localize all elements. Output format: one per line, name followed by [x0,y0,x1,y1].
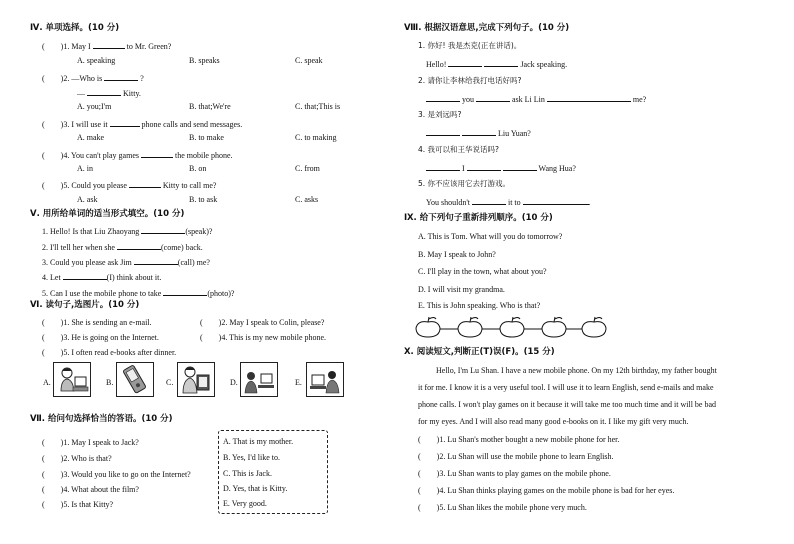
s4-q1-option-b: B. speaks [189,56,220,65]
s4-q4-option-b: B. on [189,164,207,173]
s6-sentence-5: ( )5. I often read e-books after dinner. [42,348,177,357]
pic-letter-b: B. [106,378,114,387]
s9-sentence-a: A. This is Tom. What will you do tomorrow? [418,232,563,241]
s4-q2: ( )2. —Who is ? [42,74,144,83]
s9-sentence-c: C. I'll play in the town, what about you? [418,267,547,276]
s8-q2-english: you ask Li Lin me? [426,93,646,105]
s4-q3: ( )3. I will use it phone calls and send messages. [42,120,243,129]
section-6-title: Ⅵ. 读句子,选图片。(10 分) [30,300,140,310]
s4-q4-option-c: C. from [295,164,320,173]
section-10-title: Ⅹ. 阅读短文,判断正(T)误(F)。(15 分) [404,347,555,357]
s4-q5: ( )5. Could you please Kitty to call me? [42,181,217,190]
s10-statement-2: ( )2. Lu Shan will use the mobile phone to learn English. [418,452,614,461]
s10-passage-line-1: Hello, I'm Lu Shan. I have a new mobile phone. On my 12th birthday, my father bought [436,366,717,375]
s4-q5-option-a: A. ask [77,195,98,204]
picture-d-girl-at-computer [240,362,278,397]
s4-q2-option-a: A. you;I'm [77,102,112,111]
s7-option-d: D. Yes, that is Kitty. [223,484,288,493]
section-7-title: Ⅶ. 给问句选择恰当的答语。(10 分) [30,414,173,424]
s4-q5-option-c: C. asks [295,195,319,204]
s10-statement-1: ( )1. Lu Shan's mother bought a new mobile phone for her. [418,435,620,444]
s4-q2-line2: — Kitty. [77,89,141,98]
s4-q1-option-c: C. speak [295,56,323,65]
s8-q3-chinese: 3. 是刘远吗? [418,110,462,119]
s6-sentence-2: ( )2. May I speak to Colin, please? [200,318,325,327]
pic-letter-d: D. [230,378,238,387]
s7-question-3: ( )3. Would you like to go on the Internet? [42,470,191,479]
s4-q3-option-c: C. to making [295,133,337,142]
pic-letter-a: A. [43,378,51,387]
s10-statement-4: ( )4. Lu Shan thinks playing games on the mobile phone is bad for her eyes. [418,486,675,495]
s6-sentence-4: ( )4. This is my new mobile phone. [200,333,327,342]
s9-sentence-d: D. I will visit my grandma. [418,285,505,294]
s4-q4-option-a: A. in [77,164,93,173]
s8-q2-chinese: 2. 请你让李林给我打电话好吗? [418,76,522,85]
s7-option-c: C. This is Jack. [223,469,272,478]
s7-question-5: ( )5. Is that Kitty? [42,500,114,509]
s4-q2-option-c: C. that;This is [295,102,341,111]
s8-q4-english: I Wang Hua? [426,162,576,174]
s6-sentence-3: ( )3. He is going on the Internet. [42,333,159,342]
s7-option-b: B. Yes, I'd like to. [223,453,281,462]
pic-letter-e: E. [295,378,302,387]
s8-q4-chinese: 4. 我可以和王华说话吗? [418,145,500,154]
s8-q1-english: Hello! Jack speaking. [426,60,568,69]
section-4-title: Ⅳ. 单项选择。(10 分) [30,23,120,33]
picture-e-boy-on-phone [306,362,344,397]
s8-q5-english: You shouldn't it to . [426,198,591,207]
s4-q1: ( )1. May I to Mr. Green? [42,42,172,51]
s8-q5-chinese: 5. 你不应该用它去打游戏。 [418,179,511,188]
s5-q3: 3. Could you please ask Jim (call) me? [42,258,210,267]
s9-apple-answer-chain [412,316,608,340]
s10-statement-5: ( )5. Lu Shan likes the mobile phone very much. [418,503,587,512]
s10-passage-line-4: for my eyes. And I will also read many good e-books on it. I like my gift very much. [418,417,689,426]
picture-a-boy-at-computer [53,362,91,397]
s4-q5-option-b: B. to ask [189,195,218,204]
section-5-title: Ⅴ. 用所给单词的适当形式填空。(10 分) [30,209,185,219]
s7-option-e: E. Very good. [223,499,267,508]
s7-question-1: ( )1. May I speak to Jack? [42,438,139,447]
s9-sentence-b: B. May I speak to John? [418,250,496,259]
s10-passage-line-2: it for me. I know it is a very useful tool. I will use it to learn English, send e-mails and make [418,383,714,392]
picture-c-boy-with-ebook [177,362,215,397]
section-9-title: Ⅸ. 给下列句子重新排列顺序。(10 分) [404,213,553,223]
s4-q2-option-b: B. that;We're [189,102,231,111]
s5-q4: 4. Let (I) think about it. [42,273,162,282]
s10-passage-line-3: phone calls. I won't play games on it because it will take me too much time and it will be bad [418,400,717,409]
s5-q5: 5. Can I use the mobile phone to take (photo)? [42,289,235,298]
s4-q4: ( )4. You can't play games the mobile phone. [42,151,233,160]
s5-q2: 2. I'll tell her when she (come) back. [42,243,203,252]
s4-q3-option-b: B. to make [189,133,224,142]
picture-b-mobile-phone [116,362,154,397]
section-8-title: Ⅷ. 根据汉语意思,完成下列句子。(10 分) [404,23,570,33]
s8-q3-english: Liu Yuan? [426,127,531,139]
s7-question-4: ( )4. What about the film? [42,485,139,494]
s9-sentence-e: E. This is John speaking. Who is that? [418,301,541,310]
s4-q1-option-a: A. speaking [77,56,116,65]
pic-letter-c: C. [166,378,174,387]
s10-statement-3: ( )3. Lu Shan wants to play games on the mobile phone. [418,469,611,478]
s5-q1: 1. Hello! Is that Liu Zhaoyang (speak)? [42,227,213,236]
s7-option-a: A. That is my mother. [223,437,294,446]
s4-q3-option-a: A. make [77,133,105,142]
s6-sentence-1: ( )1. She is sending an e-mail. [42,318,152,327]
s7-question-2: ( )2. Who is that? [42,454,112,463]
s8-q1-chinese: 1. 你好! 我是杰克(正在讲话)。 [418,41,522,50]
